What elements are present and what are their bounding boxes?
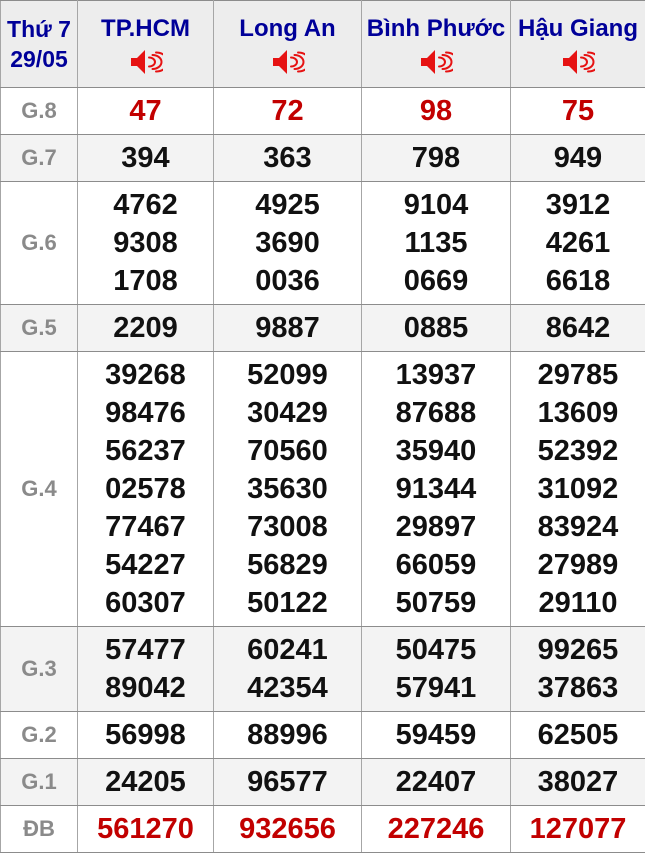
prize-number: 52392 (537, 435, 619, 467)
prize-value-cell (362, 305, 511, 352)
header-row (1, 1, 645, 88)
prize-number: 31092 (537, 473, 619, 505)
prize-row-g1 (1, 759, 645, 806)
prize-number: 24205 (105, 766, 186, 798)
prize-number: 29110 (538, 587, 618, 619)
prize-value-cell (214, 182, 362, 305)
prize-number: 227246 (387, 813, 485, 845)
prize-number: 30429 (247, 397, 328, 429)
prize-number: 87688 (395, 397, 477, 429)
prize-value-cell (362, 627, 511, 712)
prize-number: 2209 (113, 312, 178, 344)
prize-number: 83924 (537, 511, 619, 543)
prize-value-cell (511, 712, 645, 759)
prize-number: 0885 (403, 312, 469, 344)
prize-value-cell (214, 88, 362, 135)
prize-value-cell (511, 759, 645, 806)
prize-number: 949 (553, 142, 603, 174)
prize-number: 96577 (247, 766, 328, 798)
prize-value-cell (78, 627, 214, 712)
prize-number: 13937 (395, 359, 477, 391)
prize-value-cell (362, 88, 511, 135)
prize-value-cell (511, 135, 645, 182)
prize-number: 99265 (537, 634, 619, 666)
speaker-icon[interactable] (214, 47, 361, 77)
prize-row-g3 (1, 627, 645, 712)
prize-number: 0669 (403, 265, 469, 297)
prize-number: 13609 (537, 397, 619, 429)
prize-number: 1135 (404, 227, 468, 259)
prize-number: 54227 (105, 549, 186, 581)
column-header-tphcm (78, 1, 214, 88)
province-name: Bình Phước (366, 14, 506, 42)
prize-label: G.2 (1, 712, 78, 759)
prize-number: 98476 (105, 397, 186, 429)
prize-number: 9104 (403, 189, 469, 221)
prize-value-cell (511, 88, 645, 135)
prize-value-cell (362, 352, 511, 627)
prize-row-đb (1, 806, 645, 853)
prize-value-cell (362, 806, 511, 853)
prize-label: G.1 (1, 759, 78, 806)
draw-date-cell (1, 1, 78, 88)
prize-number: 60241 (247, 634, 328, 666)
column-header-haugiang (511, 1, 645, 88)
prize-number: 6618 (545, 265, 611, 297)
prize-number: 9308 (113, 227, 178, 259)
prize-value-cell (362, 182, 511, 305)
prize-label: ĐB (1, 806, 78, 853)
prize-number: 56237 (105, 435, 186, 467)
prize-number: 77467 (105, 511, 186, 543)
prize-value-cell (214, 305, 362, 352)
prize-number: 50122 (247, 587, 328, 619)
table-header (1, 1, 645, 88)
prize-number: 4762 (113, 189, 178, 221)
prize-number: 127077 (529, 813, 627, 845)
prize-number: 47 (129, 95, 162, 127)
prize-value-cell (511, 352, 645, 627)
prize-value-cell (78, 305, 214, 352)
column-header-longan (214, 1, 362, 88)
prize-value-cell (362, 759, 511, 806)
prize-number: 98 (419, 95, 453, 127)
prize-label: G.8 (1, 88, 78, 135)
prize-number: 394 (121, 142, 170, 174)
draw-date: 29/05 (10, 46, 68, 72)
prize-number: 57941 (395, 672, 477, 704)
prize-value-cell (78, 352, 214, 627)
prize-number: 29785 (537, 359, 619, 391)
prize-number: 56829 (247, 549, 328, 581)
prize-number: 29897 (395, 511, 477, 543)
prize-value-cell (214, 352, 362, 627)
prize-number: 1708 (113, 265, 178, 297)
prize-number: 27989 (537, 549, 619, 581)
prize-row-g6 (1, 182, 645, 305)
prize-value-cell (511, 627, 645, 712)
prize-value-cell (214, 627, 362, 712)
prize-number: 22407 (395, 766, 477, 798)
prize-value-cell (214, 712, 362, 759)
prize-number: 75 (561, 95, 595, 127)
prize-value-cell (511, 182, 645, 305)
prize-number: 56998 (105, 719, 186, 751)
prize-number: 42354 (247, 672, 328, 704)
prize-row-g7 (1, 135, 645, 182)
prize-number: 363 (263, 142, 312, 174)
prize-number: 0036 (255, 265, 320, 297)
prize-number: 9887 (255, 312, 320, 344)
province-name: Hậu Giang (517, 14, 638, 42)
prize-value-cell (214, 759, 362, 806)
prize-number: 50475 (395, 634, 477, 666)
prize-number: 72 (271, 95, 304, 127)
prize-label: G.5 (1, 305, 78, 352)
draw-weekday: Thứ 7 (7, 16, 71, 42)
prize-number: 50759 (395, 587, 477, 619)
prize-value-cell (78, 88, 214, 135)
prize-row-g2 (1, 712, 645, 759)
prize-number: 3912 (545, 189, 611, 221)
prize-number: 62505 (537, 719, 619, 751)
prize-row-g5 (1, 305, 645, 352)
prize-number: 3690 (255, 227, 320, 259)
prize-number: 4925 (255, 189, 320, 221)
prize-number: 70560 (247, 435, 328, 467)
prize-value-cell (214, 806, 362, 853)
prize-number: 66059 (395, 549, 477, 581)
speaker-icon[interactable] (362, 47, 510, 77)
prize-number: 561270 (97, 813, 194, 845)
prize-value-cell (78, 182, 214, 305)
prize-number: 932656 (239, 813, 336, 845)
table-body (1, 88, 645, 853)
prize-number: 52099 (247, 359, 328, 391)
province-name: Long An (239, 14, 336, 42)
prize-number: 02578 (105, 473, 186, 505)
prize-value-cell (511, 806, 645, 853)
prize-number: 37863 (537, 672, 619, 704)
prize-value-cell (78, 135, 214, 182)
prize-label: G.4 (1, 352, 78, 627)
prize-number: 798 (411, 142, 461, 174)
prize-number: 57477 (105, 634, 186, 666)
prize-number: 91344 (395, 473, 477, 505)
prize-number: 8642 (545, 312, 611, 344)
prize-value-cell (78, 759, 214, 806)
prize-row-g8 (1, 88, 645, 135)
prize-number: 35630 (247, 473, 328, 505)
prize-value-cell (214, 135, 362, 182)
prize-row-g4 (1, 352, 645, 627)
prize-number: 4261 (545, 227, 611, 259)
prize-number: 39268 (105, 359, 186, 391)
prize-value-cell (511, 305, 645, 352)
speaker-icon[interactable] (78, 47, 213, 77)
province-name: TP.HCM (101, 14, 190, 42)
prize-label: G.7 (1, 135, 78, 182)
prize-value-cell (78, 712, 214, 759)
prize-number: 35940 (395, 435, 477, 467)
prize-value-cell (362, 135, 511, 182)
prize-number: 73008 (247, 511, 328, 543)
prize-number: 88996 (247, 719, 328, 751)
prize-number: 59459 (395, 719, 477, 751)
prize-number: 89042 (105, 672, 186, 704)
column-header-binhphuoc (362, 1, 511, 88)
prize-value-cell (362, 712, 511, 759)
prize-label: G.6 (1, 182, 78, 305)
speaker-icon[interactable] (511, 47, 645, 77)
prize-number: 38027 (537, 766, 619, 798)
prize-value-cell (78, 806, 214, 853)
prize-number: 60307 (105, 587, 186, 619)
prize-label: G.3 (1, 627, 78, 712)
